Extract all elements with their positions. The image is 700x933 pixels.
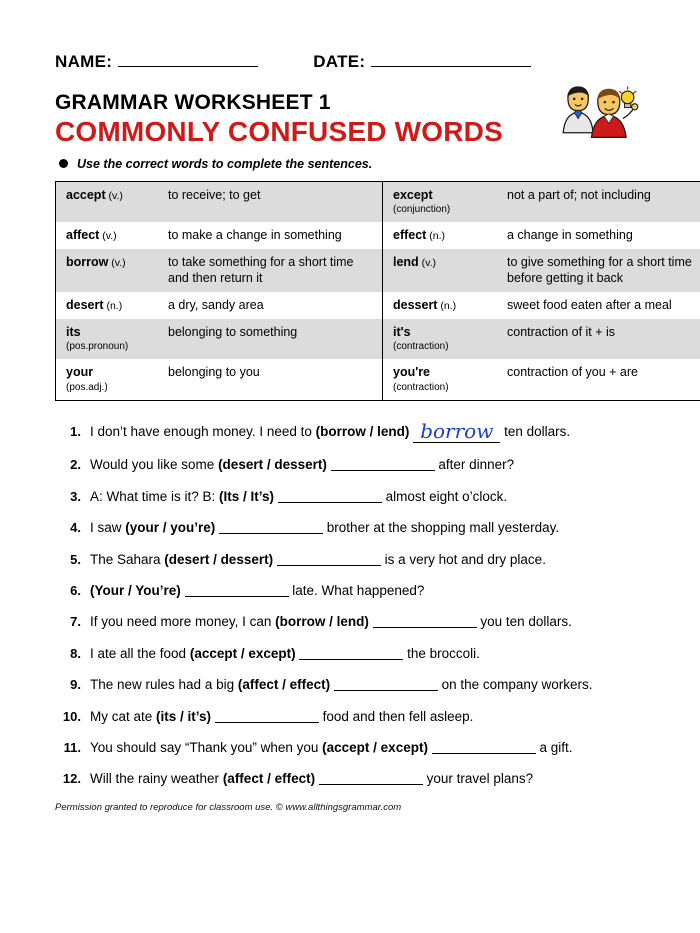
part-of-speech: (v.) bbox=[105, 189, 123, 202]
word-choice-options: (affect / effect) bbox=[222, 771, 316, 787]
question-item bbox=[55, 551, 645, 569]
sentence-fragment: A: What time is it? B: bbox=[90, 488, 220, 504]
vocab-term-left bbox=[56, 181, 159, 222]
vocab-term-right bbox=[383, 359, 498, 400]
sentence-fragment: Would you like some bbox=[90, 457, 219, 473]
vocab-definition-left: belonging to you bbox=[168, 365, 260, 380]
vocab-term-right bbox=[383, 319, 498, 359]
sentence-fragment: the broccoli. bbox=[403, 645, 480, 661]
question-number: 2. bbox=[70, 457, 81, 473]
title-block bbox=[55, 90, 645, 148]
filled-answer[interactable]: borrow bbox=[413, 421, 500, 443]
question-item bbox=[55, 645, 645, 663]
sentence-fragment: almost eight o’clock. bbox=[381, 488, 508, 504]
vocab-definition-right: contraction of it + is bbox=[497, 319, 700, 359]
part-of-speech: (n.) bbox=[437, 299, 457, 312]
sentence-fragment: I ate all the food bbox=[90, 645, 190, 661]
part-of-speech: (v.) bbox=[108, 257, 126, 270]
sentence-fragment: ten dollars. bbox=[500, 423, 571, 439]
question-number: 10. bbox=[62, 708, 81, 724]
question-number: 3. bbox=[70, 488, 81, 504]
vocabulary-row bbox=[56, 249, 700, 292]
question-item bbox=[55, 613, 645, 631]
sentence-fragment: I don’t have enough money. I need to bbox=[90, 423, 316, 439]
question-text bbox=[90, 488, 645, 506]
worksheet-subtitle: GRAMMAR WORKSHEET 1 bbox=[55, 91, 331, 114]
questions-list bbox=[55, 418, 645, 788]
question-number: 8. bbox=[70, 645, 81, 661]
word-choice-options: (accept / except) bbox=[189, 645, 296, 661]
question-item bbox=[55, 519, 645, 537]
answer-blank[interactable] bbox=[432, 753, 536, 754]
answer-blank[interactable] bbox=[334, 690, 438, 691]
vocab-definition-right: a change in something bbox=[507, 228, 633, 243]
vocab-term-left bbox=[56, 249, 159, 292]
term-word: its bbox=[66, 325, 81, 340]
question-item bbox=[55, 456, 645, 474]
bullet-icon bbox=[59, 159, 68, 168]
question-text bbox=[90, 519, 645, 537]
answer-blank[interactable] bbox=[319, 784, 423, 785]
footer-credit: Permission granted to reproduce for classroom use. © www.allthingsgrammar.com bbox=[55, 801, 402, 813]
question-text bbox=[90, 551, 645, 569]
vocabulary-row bbox=[56, 222, 700, 249]
question-number: 4. bbox=[70, 520, 81, 536]
sentence-fragment: The new rules had a big bbox=[90, 677, 238, 693]
part-of-speech: (v.) bbox=[418, 257, 437, 270]
question-text bbox=[90, 582, 645, 600]
instruction-row bbox=[59, 157, 645, 171]
date-input-line[interactable] bbox=[371, 53, 531, 67]
date-label: DATE: bbox=[313, 52, 366, 71]
question-item bbox=[55, 770, 645, 788]
name-input-line[interactable] bbox=[118, 53, 258, 67]
vocabulary-row bbox=[56, 292, 700, 319]
answer-blank[interactable] bbox=[373, 627, 477, 628]
term-word: you're bbox=[393, 365, 431, 380]
sentence-fragment: late. What happened? bbox=[288, 582, 425, 598]
vocab-definition-left: to receive; to get bbox=[158, 181, 383, 222]
word-choice-options: (borrow / lend) bbox=[315, 423, 410, 439]
question-item bbox=[55, 582, 645, 600]
sentence-fragment: My cat ate bbox=[90, 708, 157, 724]
term-word: accept bbox=[66, 187, 106, 202]
question-text bbox=[90, 739, 645, 757]
teacher-mascot-icon bbox=[553, 84, 641, 150]
vocab-definition-right: not a part of; not including bbox=[497, 181, 700, 222]
term-word: affect bbox=[66, 228, 100, 243]
sentence-fragment: I saw bbox=[90, 520, 126, 536]
question-item bbox=[55, 418, 645, 443]
sentence-fragment: You should say “Thank you” when you bbox=[90, 739, 323, 755]
word-choice-options: (your / you’re) bbox=[125, 520, 216, 536]
page-title: COMMONLY CONFUSED WORDS bbox=[55, 116, 503, 148]
question-number: 5. bbox=[70, 551, 81, 567]
sentence-fragment: food and then fell asleep. bbox=[318, 708, 474, 724]
part-of-speech: (n.) bbox=[103, 299, 123, 312]
question-text bbox=[90, 456, 645, 474]
question-item bbox=[55, 676, 645, 694]
word-choice-options: (desert / dessert) bbox=[218, 457, 327, 473]
question-number: 1. bbox=[70, 423, 81, 439]
question-item bbox=[55, 488, 645, 506]
vocab-definition-right: sweet food eaten after a meal bbox=[507, 297, 672, 312]
answer-blank[interactable] bbox=[219, 533, 323, 534]
vocab-term-right bbox=[383, 292, 498, 319]
vocabulary-row bbox=[56, 319, 700, 359]
sentence-fragment: you ten dollars. bbox=[476, 614, 572, 630]
word-choice-options: (Your / You’re) bbox=[90, 582, 181, 598]
vocab-definition-left: to make a change in something bbox=[168, 228, 342, 243]
instruction-text: Use the correct words to complete the sentences. bbox=[77, 156, 373, 171]
sentence-fragment: Will the rainy weather bbox=[90, 771, 223, 787]
answer-blank[interactable] bbox=[215, 722, 319, 723]
vocab-term-left bbox=[56, 359, 159, 400]
sentence-fragment: a gift. bbox=[535, 739, 573, 755]
name-label: NAME: bbox=[55, 52, 113, 71]
vocabulary-row bbox=[56, 359, 700, 400]
word-choice-options: (Its / It’s) bbox=[219, 488, 275, 504]
vocab-definition-right: to give something for a short time before getting it back bbox=[497, 249, 700, 292]
word-choice-options: (desert / dessert) bbox=[164, 551, 274, 567]
vocab-term-left bbox=[56, 319, 159, 359]
term-word: your bbox=[66, 365, 94, 380]
question-number: 12. bbox=[62, 771, 81, 787]
answer-blank[interactable] bbox=[299, 659, 403, 660]
term-word: except bbox=[393, 187, 433, 202]
vocab-term-right bbox=[383, 222, 498, 249]
vocab-definition-right: contraction of you + are bbox=[507, 365, 638, 380]
vocab-term-right bbox=[383, 249, 498, 292]
part-of-speech: (conjunction) bbox=[393, 203, 451, 215]
part-of-speech: (contraction) bbox=[393, 381, 449, 393]
answer-blank[interactable] bbox=[277, 565, 381, 566]
vocab-term-left bbox=[56, 292, 159, 319]
term-word: effect bbox=[393, 228, 427, 243]
question-text bbox=[90, 418, 645, 443]
term-word: borrow bbox=[66, 255, 109, 270]
question-number: 6. bbox=[70, 582, 81, 598]
sentence-fragment: brother at the shopping mall yesterday. bbox=[323, 520, 560, 536]
question-text bbox=[90, 645, 645, 663]
vocabulary-table-body bbox=[56, 181, 700, 400]
sentence-fragment: your travel plans? bbox=[422, 771, 534, 787]
question-number: 9. bbox=[70, 677, 81, 693]
term-word: desert bbox=[66, 297, 104, 312]
vocab-definition-left: a dry, sandy area bbox=[168, 297, 264, 312]
sentence-fragment: on the company workers. bbox=[437, 677, 593, 693]
vocab-term-left bbox=[56, 222, 159, 249]
word-choice-options: (affect / effect) bbox=[237, 677, 331, 693]
answer-blank[interactable] bbox=[185, 596, 289, 597]
part-of-speech: (pos.adj.) bbox=[66, 381, 108, 393]
term-word: dessert bbox=[393, 297, 438, 312]
question-text bbox=[90, 676, 645, 694]
sentence-fragment: The Sahara bbox=[90, 551, 165, 567]
question-text bbox=[90, 613, 645, 631]
vocabulary-table bbox=[55, 181, 700, 401]
question-text bbox=[90, 708, 645, 726]
answer-blank[interactable] bbox=[331, 470, 435, 471]
vocab-term-right bbox=[383, 181, 498, 222]
term-word: it's bbox=[393, 325, 411, 340]
vocab-definition-left: belonging to something bbox=[158, 319, 383, 359]
part-of-speech: (n.) bbox=[426, 230, 446, 243]
question-item bbox=[55, 708, 645, 726]
sentence-fragment: If you need more money, I can bbox=[90, 614, 276, 630]
word-choice-options: (accept / except) bbox=[322, 739, 428, 755]
sentence-fragment: is a very hot and dry place. bbox=[380, 551, 546, 567]
answer-blank[interactable] bbox=[278, 502, 382, 503]
part-of-speech: (v.) bbox=[99, 230, 117, 243]
question-number: 7. bbox=[70, 614, 81, 630]
sentence-fragment: after dinner? bbox=[434, 457, 515, 473]
word-choice-options: (its / it’s) bbox=[156, 708, 212, 724]
question-item bbox=[55, 739, 645, 757]
word-choice-options: (borrow / lend) bbox=[275, 614, 369, 630]
name-date-row bbox=[55, 52, 645, 72]
part-of-speech: (pos.pronoun) bbox=[66, 341, 129, 353]
vocab-definition-left: to take something for a short time and then return it bbox=[158, 249, 383, 292]
vocabulary-row bbox=[56, 181, 700, 222]
term-word: lend bbox=[393, 255, 419, 270]
question-text bbox=[90, 770, 645, 788]
part-of-speech: (contraction) bbox=[393, 341, 449, 353]
question-number: 11. bbox=[63, 739, 81, 755]
